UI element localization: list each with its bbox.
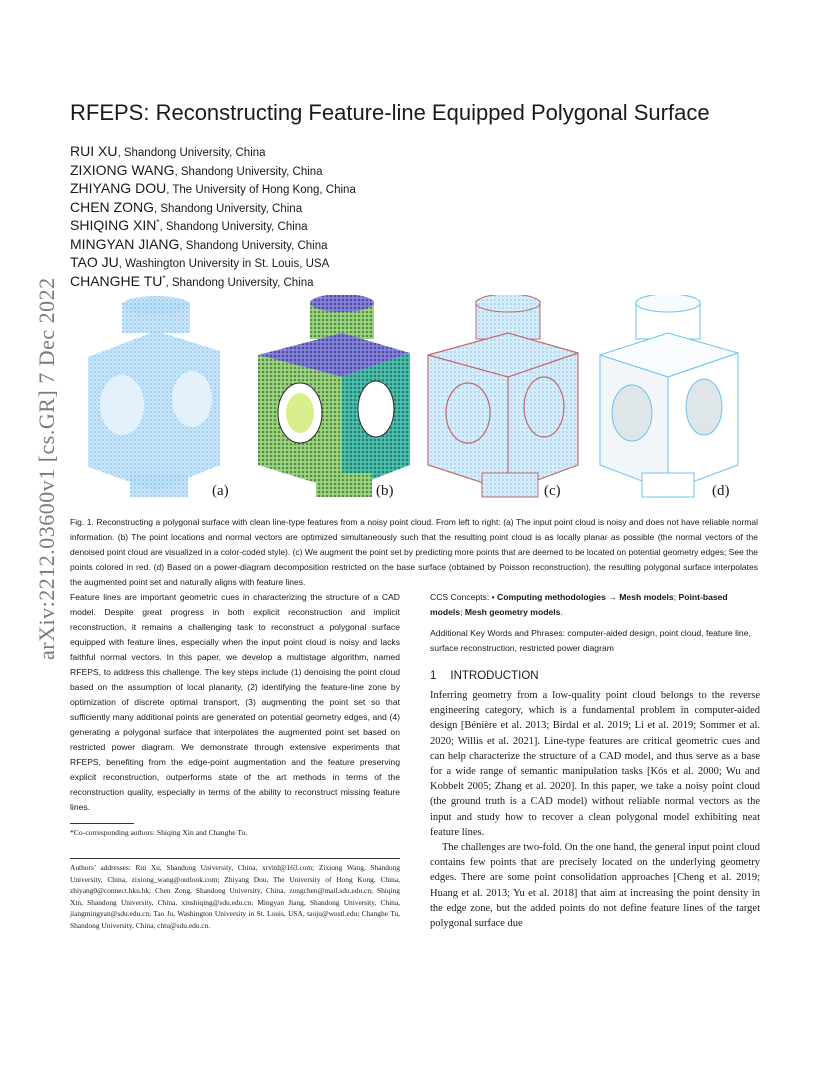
- author-line: [70, 177, 570, 196]
- figure-label-c: (c): [544, 483, 561, 499]
- ccs-term: Mesh models: [619, 592, 674, 602]
- section-number: 1: [430, 670, 437, 682]
- paragraph: The challenges are two-fold. On the one hand, the general input point cloud contains few points that are precisely located on the underlying geometry edges. There are some point consolidation approaches [Cheng et al. 2019; Huang et al. 2013; Yu et al. 2018] that aim at increasing the point density in the edge zone, but the added points do not define feature lines of the target polygonal surface due: [430, 842, 760, 930]
- figure-label-a: (a): [212, 483, 229, 499]
- author-name: TAO JU: [70, 253, 119, 270]
- arxiv-id: arXiv:2212.03600v1 [cs.GR] 7 Dec 2022: [34, 277, 59, 660]
- author-line: [70, 159, 570, 178]
- author-addresses: Authors’ addresses: Rui Xu, Shandong University, China, xrvitd@163.com; Zixiong Wang, Shandong University, China, zixiong_wang@outlook.com; Zhiyang Dou, The University of Hong Kong, China, zhiyang0@connect.hku.hk; Chen Zong, Shandong University, China, zongchen@mail.sdu.edu.cn; Shiqing Xin, Shandong University, China, xinshiqing@sdu.edu.cn; Mingyan Jiang, Shandong University, China, jiangmingyan@sdu.edu.cn; Tao Ju, Washington University in St. Louis, USA, taoju@wustl.edu; Changhe Tu, Shandong University, China, chtu@sdu.edu.cn.: [70, 863, 400, 930]
- addresses-divider: [70, 858, 400, 859]
- author-affiliation: , The University of Hong Kong, China: [166, 183, 356, 196]
- author-name: RUI XU: [70, 142, 118, 159]
- ccs-term: Computing methodologies: [497, 592, 606, 602]
- abstract: Feature lines are important geometric cues in characterizing the structure of a CAD model. Despite great progress in both explicit reconstruction and implicit reconstruction, it remains a challenging task to reconstruct a polygonal surface equipped with feature lines, especially when the input point cloud is noisy and lacks faithful normal vectors. In this paper, we develop a multistage algorithm, named RFEPS, to address this challenge. The key steps include (1) denoising the point cloud based on the assumption of local planarity, (2) identifying the feature-line zone by optimization of discrete optimal transport, (3) augmenting the point set so that sufficiently many additional points are generated on potential geometry edges, and (4) generating a polygonal surface that interpolates the augmented point set based on restricted power diagram. We demonstrate through extensive experiments that RFEPS, benefiting from the edge-point augmentation and the feature preserving explicit reconstruction, outperforms state of the art methods in terms of the reconstruction quality, especially in terms of the ability to reconstruct missing feature lines.: [70, 592, 400, 812]
- ccs-concepts: CCS Concepts: • Computing methodologies → Mesh models; Point-based models; Mesh geometry models.: [430, 592, 728, 617]
- author-line: [70, 251, 570, 270]
- footnote-divider: [70, 823, 134, 824]
- author-line: CHANGHE TU*, Shandong University, China: [70, 272, 314, 289]
- panel-a-point-cloud: [88, 296, 220, 497]
- author-affiliation: , Shandong University, China: [165, 276, 314, 289]
- section-title: INTRODUCTION: [450, 670, 539, 682]
- teaser-figure-art: [70, 295, 760, 505]
- author-list: [70, 140, 570, 288]
- author-affiliation: , Shandong University, China: [117, 146, 266, 159]
- corresponding-footnote: *Co-corresponding authors: Shiqing Xin and Changhe Tu.: [70, 828, 248, 837]
- author-line: [70, 196, 570, 215]
- author-affiliation: , Shandong University, China: [179, 239, 328, 252]
- teaser-figure: [70, 295, 760, 505]
- arxiv-stamp: [14, 277, 59, 660]
- additional-keywords: Additional Key Words and Phrases: computer-aided design, point cloud, feature line, surface reconstruction, restricted power diagram: [430, 628, 751, 653]
- panel-d-polygonal-surface: [600, 295, 738, 497]
- introduction-body: [430, 688, 760, 931]
- ccs-term: Mesh geometry models: [464, 607, 561, 617]
- paper-title: RFEPS: Reconstructing Feature-line Equipped Polygonal Surface: [70, 100, 710, 125]
- author-name: SHIQING XIN: [70, 216, 157, 233]
- author-name: CHANGHE TU: [70, 272, 163, 289]
- author-affiliation: , Washington University in St. Louis, USA: [118, 257, 330, 270]
- author-name: ZIXIONG WANG: [70, 161, 175, 178]
- author-name: MINGYAN JIANG: [70, 235, 180, 252]
- author-line: [70, 140, 570, 159]
- author-affiliation: , Shandong University, China: [174, 165, 323, 178]
- author-line: [70, 233, 570, 252]
- panel-b-denoised-cloud: [258, 295, 410, 497]
- figure-label-d: (d): [712, 483, 730, 499]
- author-affiliation: , Shandong University, China: [159, 220, 308, 233]
- author-line: SHIQING XIN*, Shandong University, China: [70, 216, 308, 233]
- section-heading-introduction: [430, 670, 539, 682]
- author-name: ZHIYANG DOU: [70, 179, 167, 196]
- figure-label-b: (b): [376, 483, 394, 499]
- paragraph: Inferring geometry from a low-quality point cloud belongs to the reverse engineering category, which is a fundamental problem in computer-aided design [Bénière et al. 2013; Birdal et al. 2019; Li et al. 2019; Sommer et al. 2020; Willis et al. 2021]. Line-type features are critical geometric cues and can help characterize the structure of a CAD model, and thus serve as a base for a wide range of semantic manipulation tasks [Kós et al. 2000; Wu and Kobbelt 2005; Zhang et al. 2020]. In this paper, we take a noisy point cloud (the ground truth is a CAD model) without reliable normal vectors as the input and study how to recover a clean polygonal model exhibiting neat feature lines.: [430, 690, 760, 838]
- ccs-term: Point-based models: [430, 592, 728, 617]
- author-affiliation: , Shandong University, China: [154, 202, 303, 215]
- author-name: CHEN ZONG: [70, 198, 154, 215]
- panel-c-augmented-points: [428, 295, 578, 497]
- figure-caption: Fig. 1. Reconstructing a polygonal surface with clean line-type features from a noisy point cloud. From left to right: (a) The input point cloud is noisy and does not have reliable normal information. (b) The point locations and normal vectors are optimized simultaneously such that the resulting point cloud is as locally planar as possible (the normal vectors of the denoised point cloud are visualized in a color-coded style). (c) We augment the point set by predicting more points that are deemed to be located on potential geometry edges; See the points colored in red. (d) Based on a power-diagram decomposition restricted on the base surface (obtained by Poisson reconstruction), the resulting polygonal surface interpolates the augmented point set and naturally aligns with feature lines.: [70, 517, 758, 587]
